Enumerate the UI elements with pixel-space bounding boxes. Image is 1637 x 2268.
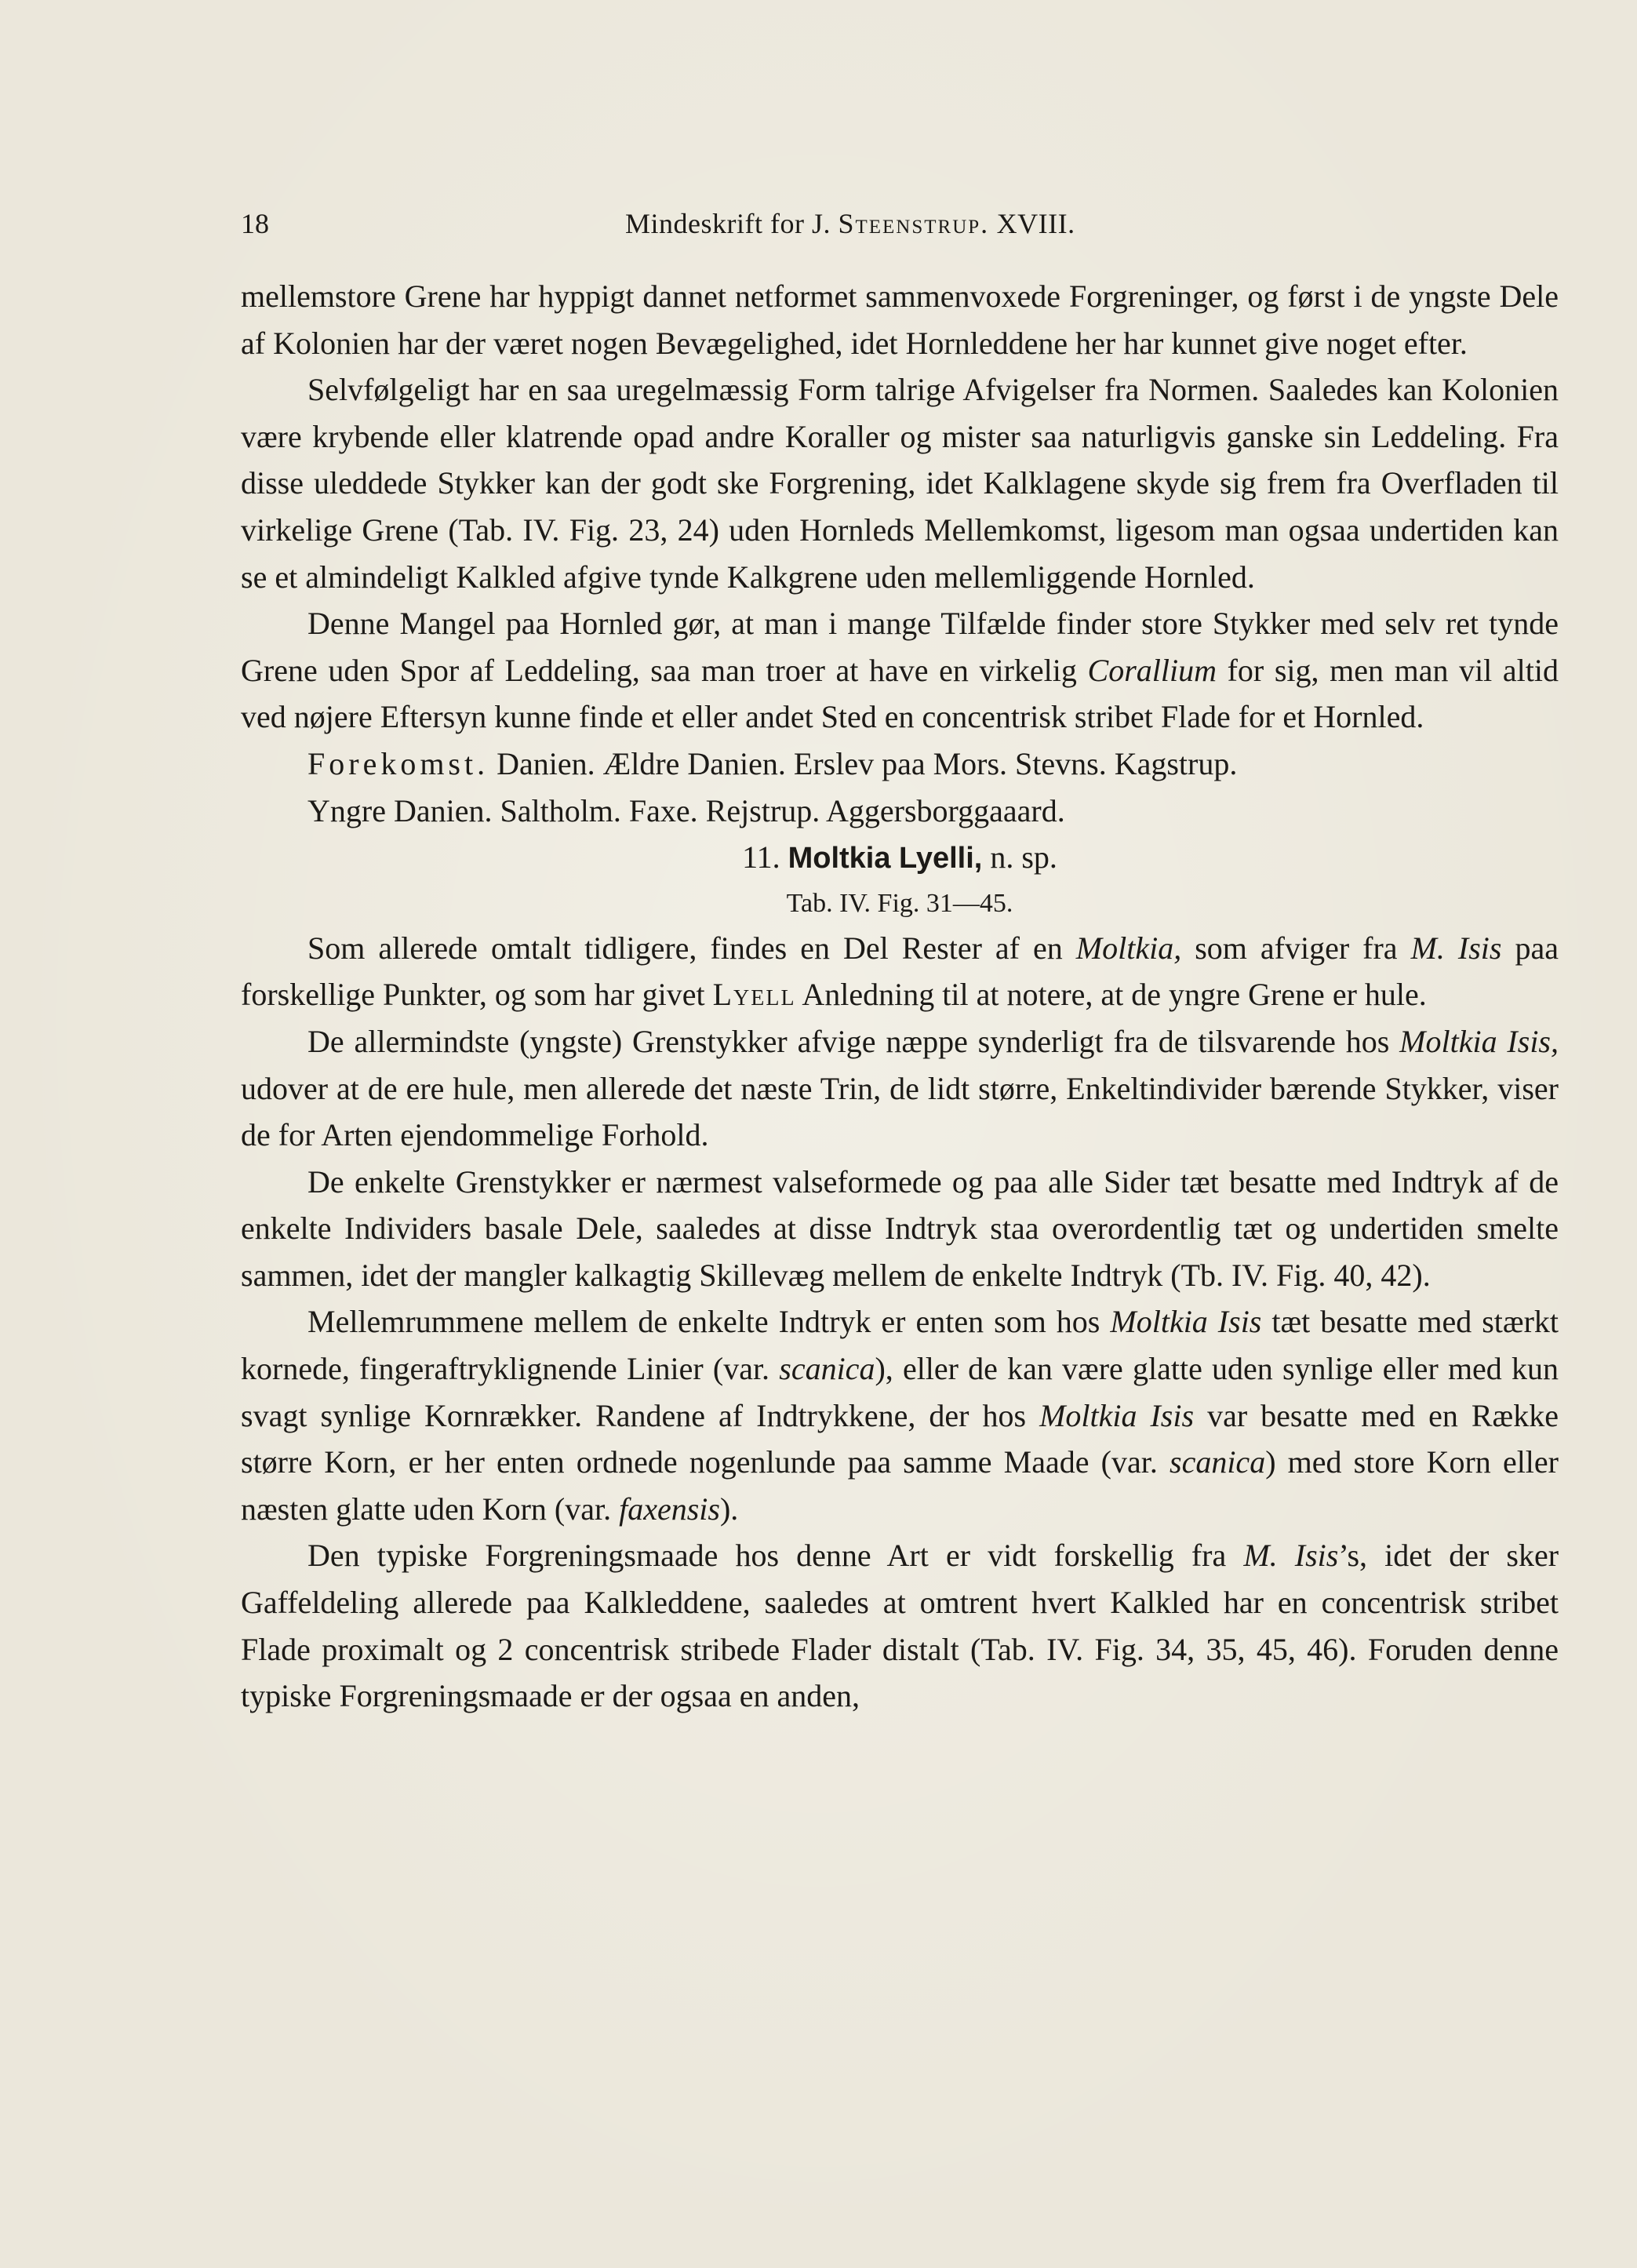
paragraph-7-text-b: tæt besatte med stærkt kornede, fingeraftryklignende Linier (var.	[241, 1304, 1559, 1387]
paragraph-5-text-b: udover at de ere hule, men allerede det næste Trin, de lidt større, Enkeltindivider bærende Stykker, viser de for Arten ejendommelige Forhold.	[241, 1070, 1559, 1153]
paragraph-8-italic-1: M. Isis	[1243, 1538, 1339, 1574]
paragraph-8-text-b: ’s, idet der sker Gaffeldeling allerede paa Kalkleddene, saaledes at omtrent hvert Kalkled har en concentrisk stribet Flade proximalt og 2 concentrisk stribede Flader distalt (Tab. IV. Fig. 34, 35, 45, 46). Foruden denne typiske Forgreningsmaade er der ogsaa en anden,	[241, 1538, 1559, 1714]
paragraph-4-author-lyell: Lyell	[712, 977, 796, 1013]
section-plate-reference: Tab. IV. Fig. 31—45.	[786, 888, 1013, 918]
paragraph-8	[241, 1532, 1559, 1719]
paragraph-4-text-d: Anledning til at notere, at de yngre Grene er hule.	[795, 977, 1427, 1013]
paragraph-4-italic-2: M. Isis	[1410, 930, 1502, 966]
paragraph-7-italic-2: scanica	[779, 1351, 875, 1387]
paragraph-7-italic-1: Moltkia Isis	[1110, 1304, 1262, 1340]
paragraph-7-text-f: ).	[719, 1491, 739, 1527]
paragraph-5-text-a: De allermindste (yngste) Grenstykker afvige næppe synderligt fra de tilsvarende hos	[307, 1023, 1400, 1059]
page-body	[241, 273, 1559, 1720]
paragraph-5-italic-1: Moltkia Isis,	[1399, 1023, 1559, 1059]
paragraph-7	[241, 1298, 1559, 1532]
running-title-suffix: XVIII.	[989, 208, 1075, 239]
running-title-prefix: Mindeskrift for J.	[625, 208, 839, 239]
paragraph-4-italic-1: Moltkia,	[1075, 930, 1182, 966]
occurrence-line-1	[241, 741, 1559, 788]
paragraph-3-text-a: Denne Mangel paa Hornled gør, at man i mange Tilfælde finder store Stykker med selv ret tynde Grene uden Spor af Leddeling, saa man troer at have en virkelig	[241, 606, 1559, 688]
paragraph-8-text-a: Den typiske Forgreningsmaade hos denne Art er vidt forskellig fra	[307, 1538, 1244, 1574]
paragraph-7-text-a: Mellemrummene mellem de enkelte Indtryk er enten som hos	[307, 1304, 1111, 1340]
paragraph-4-text-c: paa forskellige Punkter, og som har givet	[241, 930, 1559, 1013]
running-title-name: Steenstrup.	[838, 208, 990, 239]
paragraph-6: De enkelte Grenstykker er nærmest valseformede og paa alle Sider tæt besatte med Indtryk af de enkelte Individers basale Dele, saaledes at disse Indtryk staa overordentlig tæt og undertiden smelte sammen, idet der mangler kalkagtig Skillevæg mellem de enkelte Indtryk (Tb. IV. Fig. 40, 42).	[241, 1163, 1559, 1293]
paragraph-7-text-d: var besatte med en Række større Korn, er her enten ordnede nogenlunde paa samme Maade (var.	[241, 1397, 1559, 1480]
paragraph-3-italic-corallium: Corallium	[1087, 652, 1217, 688]
paragraph-7-text-c: ), eller de kan være glatte uden synlige eller med kun svagt synlige Kornrækker. Randene af Indtrykkene, der hos	[241, 1351, 1559, 1433]
paragraph-7-italic-4: scanica	[1170, 1444, 1266, 1480]
occurrence-text-1: Danien. Ældre Danien. Erslev paa Mors. Stevns. Kagstrup.	[489, 745, 1238, 781]
paragraph-7-text-e: ) med store Korn eller næsten glatte uden Korn (var.	[241, 1444, 1559, 1527]
paragraph-1: mellemstore Grene har hyppigt dannet netformet sammenvoxede Forgreninger, og først i de yngste Dele af Kolonien har der været nogen Bevægelighed, idet Hornleddene her har kunnet give noget efter.	[241, 278, 1559, 361]
paragraph-7-italic-3: Moltkia Isis	[1039, 1397, 1195, 1433]
paragraph-5	[241, 1018, 1559, 1159]
paragraph-3	[241, 600, 1559, 741]
running-header	[241, 200, 1559, 247]
section-suffix: n. sp.	[982, 839, 1057, 876]
occurrence-line-2: Yngre Danien. Saltholm. Faxe. Rejstrup. Aggersborggaaard.	[307, 792, 1065, 828]
paragraph-3-text-b: for sig, men man vil altid ved nøjere Eftersyn kunne finde et eller andet Sted en concentrisk stribet Flade for et Hornled.	[241, 652, 1559, 735]
section-number: 11.	[742, 839, 780, 876]
occurrence-label: Forekomst.	[307, 745, 489, 781]
page-number: 18	[241, 208, 269, 239]
paragraph-4-text-b: som afviger fra	[1181, 930, 1411, 966]
paragraph-7-italic-5: faxensis	[619, 1491, 720, 1527]
paragraph-2: Selvfølgeligt har en saa uregelmæssig Form talrige Afvigelser fra Normen. Saaledes kan Kolonien være krybende eller klatrende opad andre Koraller og mister saa naturligvis ganske sin Leddeling. Fra disse uleddede Stykker kan der godt ske Forgrening, idet Kalklagene skyde sig frem fra Overfladen til virkelige Grene (Tab. IV. Fig. 23, 24) uden Hornleds Mellemkomst, ligesom man ogsaa undertiden kan se et almindeligt Kalkled afgive tynde Kalkgrene uden mellemliggende Hornled.	[241, 372, 1559, 595]
section-heading	[241, 834, 1559, 883]
running-title	[625, 200, 1075, 247]
paragraph-4-text-a: Som allerede omtalt tidligere, findes en Del Rester af en	[307, 930, 1076, 966]
section-species-name: Moltkia Lyelli,	[788, 842, 983, 876]
paragraph-4	[241, 925, 1559, 1018]
